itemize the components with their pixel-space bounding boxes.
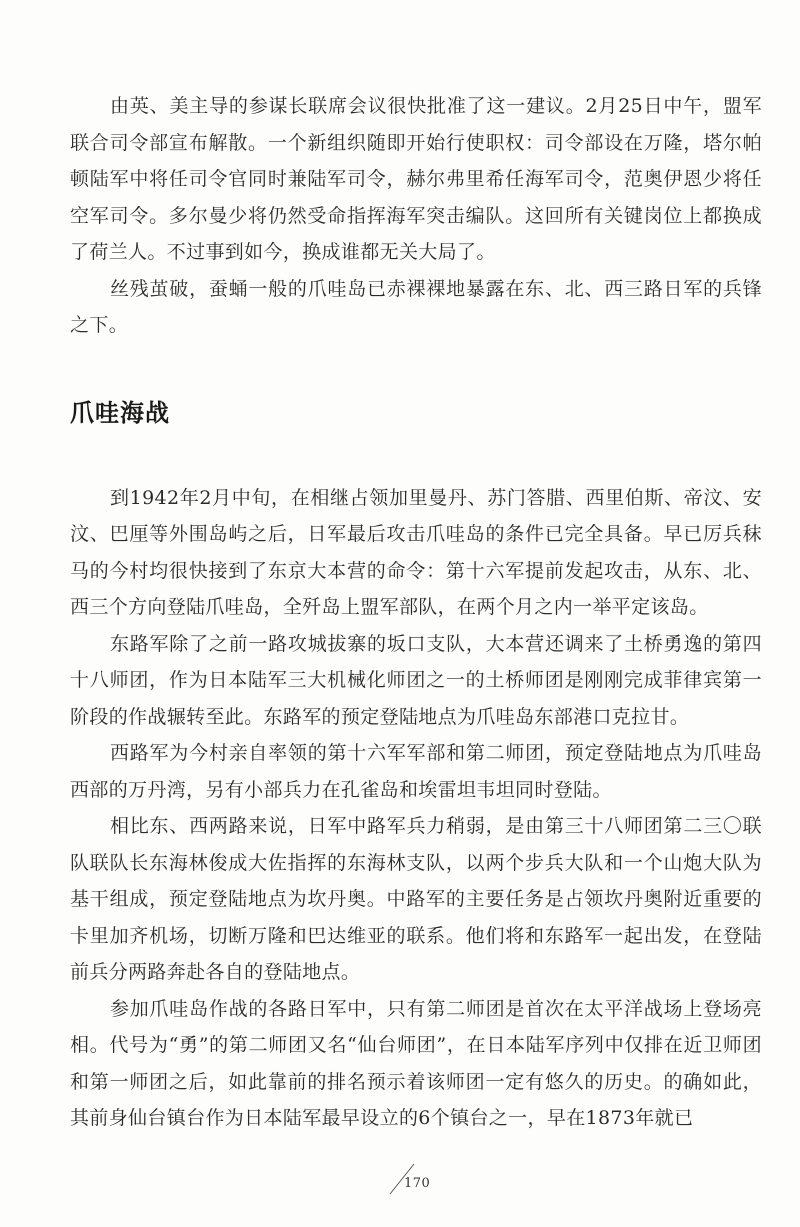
paragraph-intro-1: 由英、美主导的参谋长联席会议很快批准了这一建议。2月25日中午，盟军联合司令部宣布解散。一个新组织随即开始行使职权：司令部设在万隆，塔尔帕顿陆军中将任司令官同时兼陆军司令，赫尔弗里希任海军司令，范奥伊恩少将任空军司令。多尔曼少将仍然受命指挥海军突击编队。这回所有关键岗位上都换成了荷兰人。不过事到如今，换成谁都无关大局了。 [70,95,762,263]
paragraph-body-4: 相比东、西两路来说，日军中路军兵力稍弱，是由第三十八师团第二三〇联队联队长东海林俊成大佐指挥的东海林支队，以两个步兵大队和一个山炮大队为基干组成，预定登陆地点为坎丹奥。中路军的主要任务是占领坎丹奥附近重要的卡里加齐机场，切断万隆和巴达维亚的联系。他们将和东路军一起出发，在登陆前兵分两路奔赴各自的登陆地点。 [70,815,762,983]
page-content [70,88,762,1137]
paragraph-body-1: 到1942年2月中旬，在相继占领加里曼丹、苏门答腊、西里伯斯、帝汶、安汶、巴厘等外围岛屿之后，日军最后攻击爪哇岛的条件已完全具备。早已厉兵秣马的今村均很快接到了东京大本营的命令：第十六军提前发起攻击，从东、北、西三个方向登陆爪哇岛，全歼岛上盟军部队，在两个月之内一举平定该岛。 [70,486,762,618]
page-footer [0,1158,800,1198]
section-heading-wrap [70,396,762,430]
section-body [70,480,762,1137]
paragraph-body-2: 东路军除了之前一路攻城拔寨的坂口支队，大本营还调来了土桥勇逸的第四十八师团，作为日本陆军三大机械化师团之一的土桥师团是刚刚完成菲律宾第一阶段的作战辗转至此。东路军的预定登陆地点为爪哇岛东部港口克拉甘。 [70,632,762,728]
paragraph-body-5: 参加爪哇岛作战的各路日军中，只有第二师团是首次在太平洋战场上登场亮相。代号为“勇”的第二师团又名“仙台师团”，在日本陆军序列中仅排在近卫师团和第一师团之后，如此靠前的排名预示着该师团一定有悠久的历史。的确如此，其前身仙台镇台作为日本陆军最早设立的6个镇台之一，早在1873年就已 [70,997,762,1129]
paragraph-intro-2: 丝残茧破，蚕蛹一般的爪哇岛已赤裸裸地暴露在东、北、西三路日军的兵锋之下。 [70,277,762,336]
section-title: 爪哇海战 [70,398,170,427]
intro-block [70,88,762,344]
paragraph-body-3: 西路军为今村亲自率领的第十六军军部和第二师团，预定登陆地点为爪哇岛西部的万丹湾，另有小部兵力在孔雀岛和埃雷坦韦坦同时登陆。 [70,742,762,801]
page-number: 170 [404,1176,431,1191]
